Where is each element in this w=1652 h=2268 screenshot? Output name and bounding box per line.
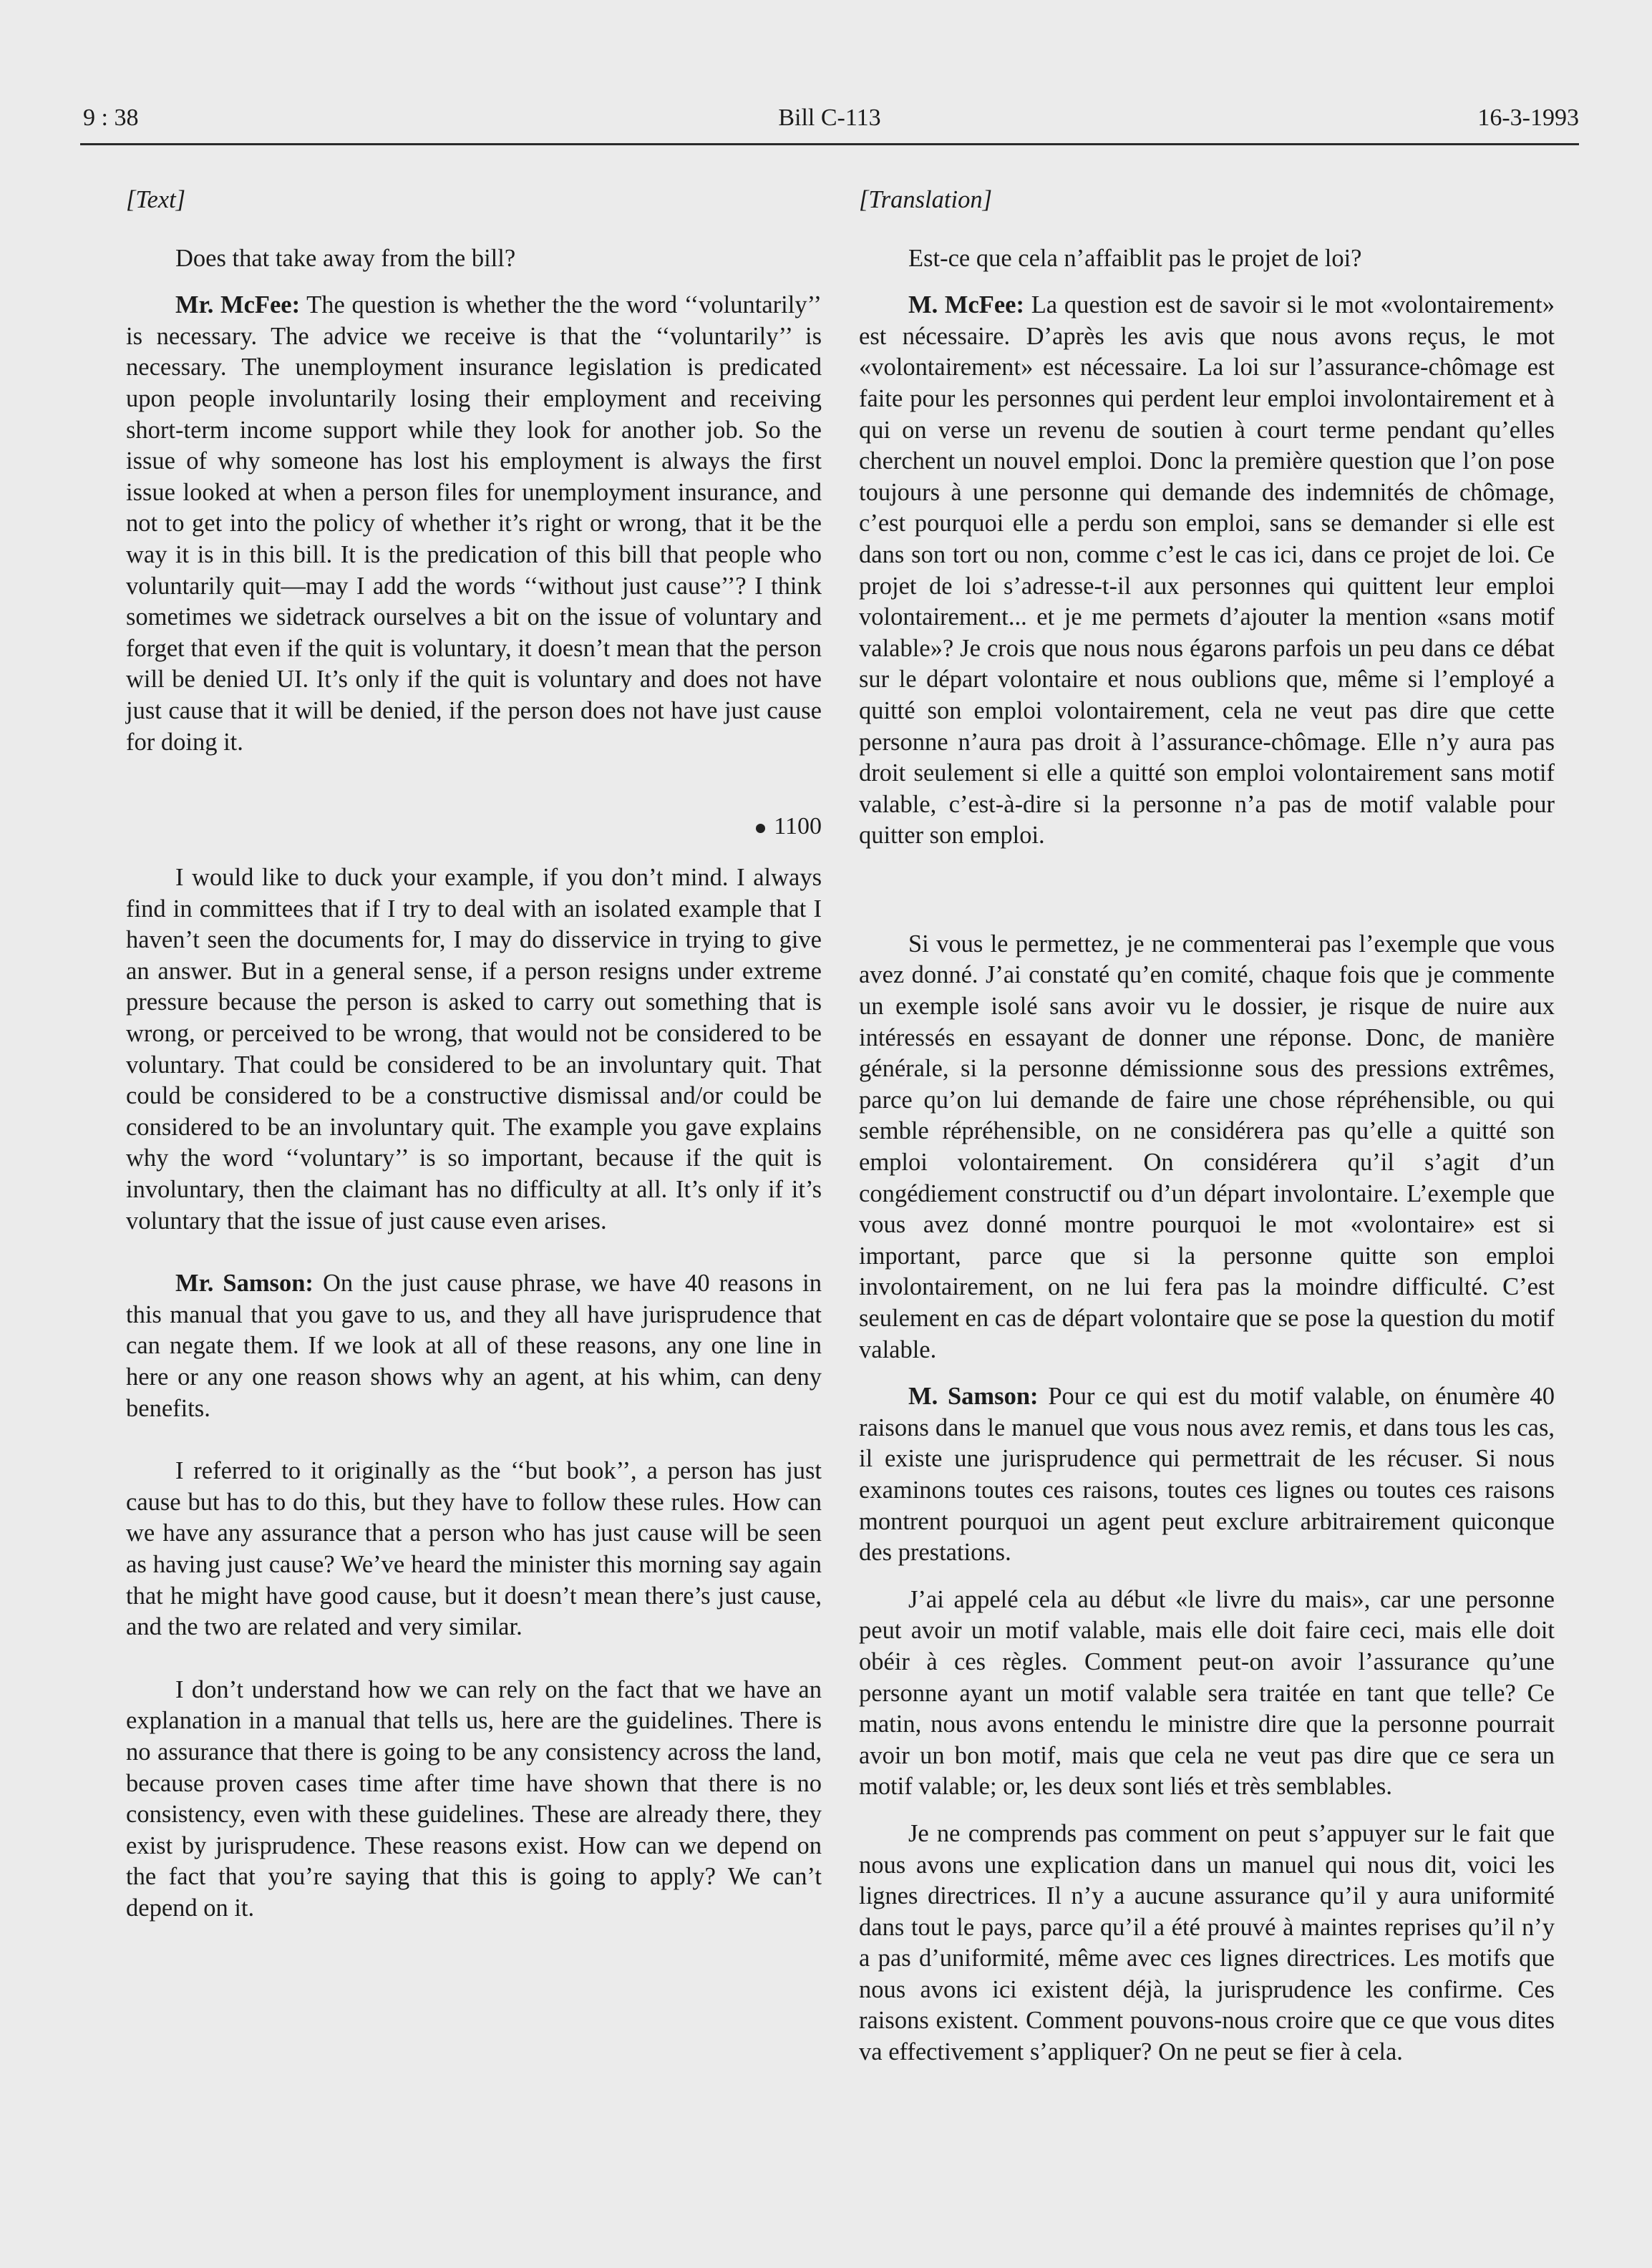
speech-text: Pour ce qui est du motif valable, on énumère 40 raisons dans le manuel que vous nous avez remis, et dans tous les cas, il existe une jurisprudence qui permettrait de les récuser. Si nous examinons toutes ces raisons, toutes ces lignes ou toutes ces raisons montrent pourquoi un agent peut exclure arbitrairement quiconque des prestations. (859, 1383, 1555, 1567)
page-date: 16-3-1993 (1477, 104, 1579, 131)
speaker-name: M. McFee: (908, 291, 1024, 319)
speaker-name: M. Samson: (908, 1383, 1039, 1411)
paragraph: Je ne comprends pas comment on peut s’appuyer sur le fait que nous avons une explication dans un manuel qui nous dit, voici les lignes directrices. Il n’y a aucune assurance qu’il y aura uniformité dans tout le pays, parce qu’il a été prouvé à maintes reprises qu’il n’y a pas d’uniformité, même avec ces lignes directrices. Les motifs que nous avons ici existent déjà, la jurisprudence les confirme. Ces raisons existent. Comment pouvons-nous croire que ce que vous dites va effectivement s’appliquer? On ne peut se fier à cela. (859, 1819, 1555, 2066)
translation-tag: [Translation] (859, 186, 992, 213)
text-tag: [Text] (126, 186, 186, 213)
paragraph: Est-ce que cela n’affaiblit pas le projet de loi? (908, 244, 1362, 272)
paragraph (126, 1268, 822, 1424)
paragraph: I don’t understand how we can rely on the fact that we have an explanation in a manual that tells us, here are the guidelines. There is no assurance that there is going to be any consistency across the land, because proven cases time after time have shown that there is no consistency, even with these guidelines. These are already there, they exist by jurisprudence. These reasons exist. How can we depend on the fact that you’re saying that this is going to apply? We can’t depend on it. (126, 1675, 822, 1922)
bullet-icon (756, 824, 765, 833)
paragraph: I would like to duck your example, if you don’t mind. I always find in committees that if I try to deal with an isolated example that I haven’t seen the documents for, I may do disservice in trying to give an answer. But in a general sense, if a person resigns under extreme pressure because the person is asked to carry out something that is wrong, or perceived to be wrong, that would not be considered to be voluntary. That could be considered to be an involuntary quit. That could be considered to be a constructive dismissal and/or could be considered to be an involuntary quit. The example you gave explains why the word ‘‘voluntary’’ is so important, because if the quit is involuntary, then the claimant has no difficulty at all. It’s only if it’s voluntary that the issue of just cause even arises. (126, 864, 822, 1235)
speaker-name: Mr. Samson: (175, 1270, 314, 1298)
paragraph (126, 290, 822, 758)
paragraph (859, 1381, 1555, 1569)
page-number: 9 : 38 (83, 104, 139, 131)
paragraph: Does that take away from the bill? (175, 244, 516, 272)
paragraph: J’ai appelé cela au début «le livre du mais», car une personne peut avoir un motif valable, mais elle doit faire ceci, mais elle doit obéir à ces règles. Comment peut-on avoir l’assurance qu’une personne ayant un motif valable sera traitée en tant que telle? Ce matin, nous avons entendu le ministre dire que la personne pourrait avoir un bon motif, mais que cela ne veut pas dire que ce sera un motif valable; or, les deux sont liés et très semblables. (859, 1585, 1555, 1801)
paragraph: Si vous le permettez, je ne commenterai pas l’exemple que vous avez donné. J’ai constaté qu’en comité, chaque fois que je commente un exemple isolé sans avoir vu le dossier, je risque de nuire aux intéressés en essayant de donner une réponse. Donc, de manière générale, si la personne démissionne sous des pressions extrêmes, parce qu’on lui demande de faire une chose répréhensible, ou qui semble répréhensible, on ne considérera pas qu’elle a quitté son emploi volontairement. On considérera qu’il s’agit d’un congédiement constructif ou d’un départ involontaire. L’exemple que vous avez donné montre pourquoi le mot «volontaire» est si important, parce que si la personne quitte son emploi involontairement, on ne lui fera pas la moindre difficulté. C’est seulement en cas de départ volontaire que se pose la question du motif valable. (859, 930, 1555, 1363)
paragraph: I referred to it originally as the ‘‘but book’’, a person has just cause but has to do this, but they have to follow these rules. How can we have any assurance that a person who has just cause will be seen as having just cause? We’ve heard the minister this morning say again that he might have good cause, but it doesn’t mean there’s just cause, and the two are related and very similar. (126, 1457, 822, 1641)
speech-text: On the just cause phrase, we have 40 reasons in this manual that you gave to us, and they all have jurisprudence that can negate them. If we look at all of these reasons, any one line in here or any one reason shows why an agent, at his whim, can deny benefits. (126, 1270, 822, 1422)
speaker-name: Mr. McFee: (175, 291, 301, 319)
time-marker-label: 1100 (774, 813, 822, 840)
english-column (126, 185, 822, 1940)
speech-text: The question is whether the the word ‘‘voluntarily’’ is necessary. The advice we receive is that the ‘‘voluntarily’’ is necessary. The unemployment insurance legislation is predicated upon people involuntarily losing their employment and receiving short-term income support while they look for another job. So the issue of why someone has lost his employment is always the first issue looked at when a person files for unemployment insurance, and not to get into the policy of whether it’s right or wrong, that it be the way it is in this bill. It is the predication of this bill that people who voluntarily quit—may I add the words ‘‘without just cause’’? I think sometimes we sidetrack ourselves a bit on the issue of voluntary and forget that even if the quit is voluntary, it doesn’t mean that the person will be denied UI. It’s only if the quit is voluntary and does not have just cause that it will be denied, if the person does not have just cause for doing it. (126, 291, 822, 756)
speech-text: La question est de savoir si le mot «volontairement» est nécessaire. D’après les avis que nous avons reçus, le mot «volontairement» est nécessaire. La loi sur l’assurance-chômage est faite pour les personnes qui perdent leur emploi involontairement et à qui on verse un revenu de soutien à court terme pendant qu’elles cherchent un nouvel emploi. Donc la première question que l’on pose toujours à une personne qui demande des indemnités de chômage, c’est pourquoi elle a perdu son emploi, sans se demander si elle est dans son tort ou non, comme c’est le cas ici, dans ce projet de loi. Ce projet de loi s’adresse-t-il aux personnes qui quittent leur emploi volontairement... et je me permets d’ajouter la mention «sans motif valable»? Je crois que nous nous égarons parfois un peu dans ce débat sur le départ volontaire et nous oublions que, même si l’employé a quitté son emploi volontairement, cela ne veut pas dire que cette personne n’aura pas droit à l’assurance-chômage. Elle n’y aura pas droit seulement si elle a quitté son emploi volontairement sans motif valable, c’est-à-dire si la personne n’a pas de motif valable pour quitter son emploi. (859, 291, 1555, 850)
paragraph (859, 290, 1555, 852)
page-header (80, 100, 1579, 145)
french-column (859, 185, 1555, 2084)
bill-title: Bill C-113 (778, 104, 881, 131)
time-marker (126, 811, 822, 842)
